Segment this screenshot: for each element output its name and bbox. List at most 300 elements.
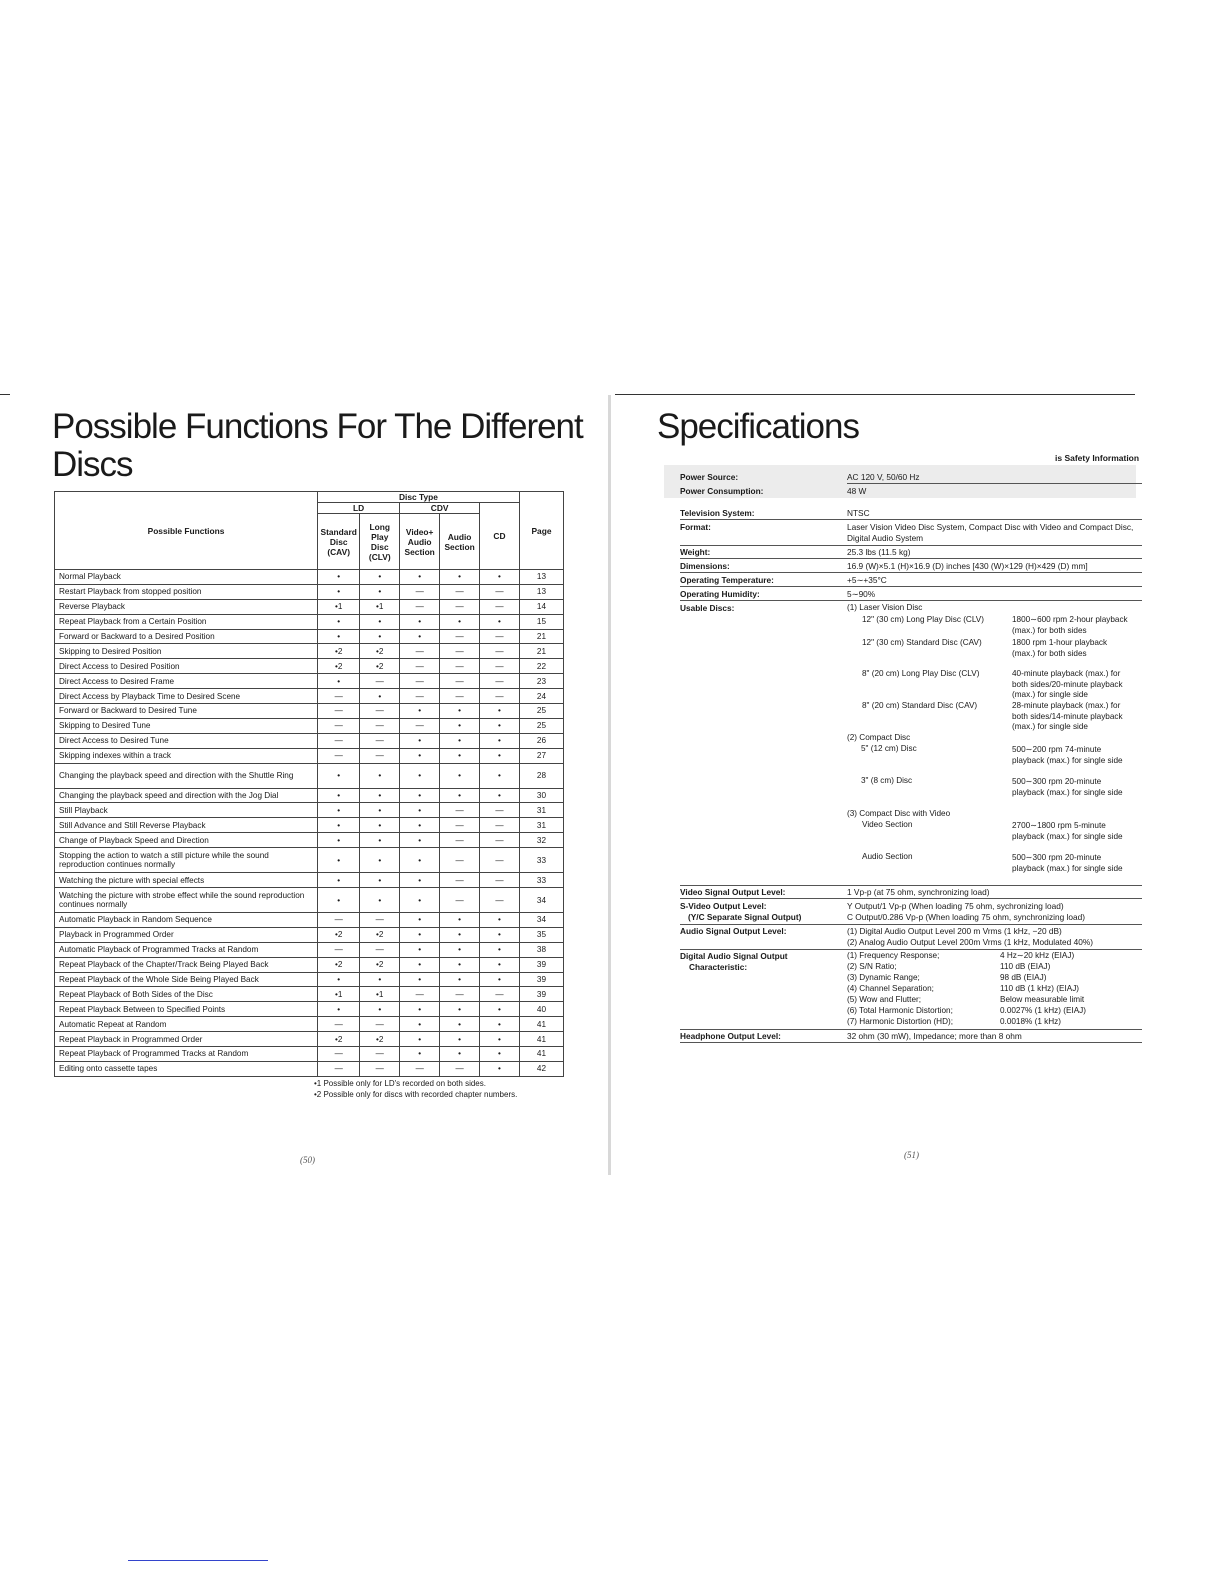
availability-mark: • — [360, 888, 400, 913]
table-row — [55, 599, 564, 614]
availability-mark: •2 — [360, 644, 400, 659]
function-name: Direct Access to Desired Position — [55, 659, 318, 674]
availability-mark: — — [360, 1061, 400, 1076]
availability-mark: • — [440, 1017, 480, 1032]
function-name: Playback in Programmed Order — [55, 927, 318, 942]
availability-mark: • — [318, 763, 360, 788]
rule — [680, 949, 1142, 950]
page-ref: 41 — [519, 1047, 563, 1062]
availability-mark: — — [318, 1061, 360, 1076]
function-name: Repeat Playback in Programmed Order — [55, 1032, 318, 1047]
function-name: Automatic Playback in Random Sequence — [55, 913, 318, 928]
availability-mark: — — [440, 629, 480, 644]
availability-mark: • — [480, 1017, 520, 1032]
availability-mark: — — [480, 873, 520, 888]
availability-mark: • — [360, 614, 400, 629]
availability-mark: • — [440, 718, 480, 733]
availability-mark: — — [400, 718, 440, 733]
spec-label-sub: Characteristic: — [689, 962, 748, 972]
page-ref: 22 — [519, 659, 563, 674]
function-name: Repeat Playback from a Certain Position — [55, 614, 318, 629]
availability-mark: — — [400, 644, 440, 659]
availability-mark: — — [440, 888, 480, 913]
disc-name: Video Section — [862, 820, 913, 829]
table-row — [55, 644, 564, 659]
availability-mark: • — [400, 942, 440, 957]
spec-label: Format: — [680, 522, 711, 532]
availability-mark: • — [360, 788, 400, 803]
availability-mark: • — [360, 689, 400, 704]
availability-mark: •2 — [318, 1032, 360, 1047]
table-row — [55, 1047, 564, 1062]
rule — [680, 924, 1142, 925]
disc-description: 28-minute playback (max.) for both sides/14-minute playback (max.) for single side — [1012, 701, 1123, 732]
availability-mark: •2 — [318, 957, 360, 972]
spec-value: 5∼90% — [847, 589, 876, 599]
availability-mark: • — [318, 833, 360, 848]
availability-mark: — — [360, 1047, 400, 1062]
availability-mark: — — [440, 803, 480, 818]
availability-mark: • — [440, 570, 480, 585]
availability-mark: • — [400, 1047, 440, 1062]
availability-mark: • — [440, 733, 480, 748]
disc-group-heading: (1) Laser Vision Disc — [847, 603, 923, 612]
availability-mark: — — [480, 629, 520, 644]
availability-mark: — — [360, 913, 400, 928]
availability-mark: — — [480, 659, 520, 674]
table-row — [55, 689, 564, 704]
availability-mark: — — [440, 833, 480, 848]
table-row — [55, 803, 564, 818]
characteristic-name: (6) Total Harmonic Distortion; — [847, 1006, 953, 1015]
footnote-1: •1 Possible only for LD's recorded on both sides. — [314, 1079, 486, 1088]
spec-value: (1) Digital Audio Output Level 200 m Vrms (1 kHz, −20 dB) — [847, 926, 1062, 936]
availability-mark: — — [400, 659, 440, 674]
availability-mark: — — [440, 674, 480, 689]
function-name: Repeat Playback of Programmed Tracks at Random — [55, 1047, 318, 1062]
availability-mark: • — [400, 957, 440, 972]
spec-value-2: C Output/0.286 Vp-p (When loading 75 ohm, synchronizing load) — [847, 912, 1085, 922]
function-name: Repeat Playback of Both Sides of the Disc — [55, 987, 318, 1002]
table-row — [55, 913, 564, 928]
table-row — [55, 1017, 564, 1032]
spec-label: Power Consumption: — [680, 486, 764, 496]
table-row — [55, 659, 564, 674]
availability-mark: • — [480, 972, 520, 987]
availability-mark: • — [440, 1032, 480, 1047]
availability-mark: • — [400, 570, 440, 585]
availability-mark: • — [400, 614, 440, 629]
function-name: Editing onto cassette tapes — [55, 1061, 318, 1076]
availability-mark: • — [400, 704, 440, 719]
spec-value: Laser Vision Video Disc System, Compact Disc with Video and Compact Disc, Digital Audio System — [847, 522, 1134, 543]
availability-mark: • — [360, 803, 400, 818]
availability-mark: • — [318, 629, 360, 644]
availability-mark: • — [440, 704, 480, 719]
availability-mark: • — [360, 818, 400, 833]
page-ref: 31 — [519, 803, 563, 818]
availability-mark: • — [480, 913, 520, 928]
characteristic-name: (3) Dynamic Range; — [847, 973, 920, 982]
table-row — [55, 733, 564, 748]
availability-mark: — — [360, 674, 400, 689]
availability-mark: • — [400, 629, 440, 644]
availability-mark: • — [318, 818, 360, 833]
availability-mark: — — [318, 718, 360, 733]
disc-group-heading: (3) Compact Disc with Video — [847, 809, 951, 818]
disc-description: 500∼200 rpm 74-minute playback (max.) for single side — [1012, 745, 1123, 765]
spec-label: Digital Audio Signal Output — [680, 951, 788, 961]
spec-label: Weight: — [680, 547, 711, 557]
spec-label: Audio Signal Output Level: — [680, 926, 787, 936]
table-row — [55, 704, 564, 719]
page-ref: 39 — [519, 972, 563, 987]
availability-mark: • — [400, 848, 440, 873]
page-ref: 27 — [519, 748, 563, 763]
page-number: (50) — [300, 1155, 315, 1165]
right-page — [612, 0, 1224, 1584]
availability-mark: • — [480, 942, 520, 957]
table-row — [55, 1061, 564, 1076]
availability-mark: — — [360, 1017, 400, 1032]
table-row — [55, 674, 564, 689]
characteristic-value: 4 Hz∼20 kHz (EIAJ) — [1000, 951, 1075, 960]
availability-mark: — — [440, 599, 480, 614]
function-name: Direct Access to Desired Tune — [55, 733, 318, 748]
rule — [680, 558, 1142, 559]
availability-mark: • — [480, 763, 520, 788]
characteristic-name: (1) Frequency Response; — [847, 951, 940, 960]
availability-mark: • — [400, 1002, 440, 1017]
availability-mark: — — [400, 1061, 440, 1076]
page-ref: 21 — [519, 629, 563, 644]
table-row — [55, 833, 564, 848]
availability-mark: — — [400, 987, 440, 1002]
characteristic-value: 0.0027% (1 kHz) (EIAJ) — [1000, 1006, 1086, 1015]
spec-label: Headphone Output Level: — [680, 1031, 781, 1041]
function-name: Repeat Playback of the Whole Side Being Played Back — [55, 972, 318, 987]
spec-value: AC 120 V, 50/60 Hz — [847, 472, 920, 482]
availability-mark: • — [400, 803, 440, 818]
disc-description: 500∼300 rpm 20-minute playback (max.) for single side — [1012, 777, 1123, 797]
disc-name: 3" (8 cm) Disc — [861, 776, 913, 785]
safety-info-note: is Safety Information — [1055, 453, 1140, 463]
function-name: Still Playback — [55, 803, 318, 818]
table-row — [55, 927, 564, 942]
availability-mark: • — [360, 1002, 400, 1017]
rule — [680, 885, 1142, 886]
availability-mark: • — [400, 833, 440, 848]
header-disc-type: Disc Type — [318, 492, 520, 503]
availability-mark: •2 — [360, 1032, 400, 1047]
page-ref: 23 — [519, 674, 563, 689]
page-ref: 28 — [519, 763, 563, 788]
availability-mark: • — [360, 833, 400, 848]
availability-mark: — — [480, 987, 520, 1002]
availability-mark: — — [440, 818, 480, 833]
disc-description: 40-minute playback (max.) for both sides/20-minute playback (max.) for single side — [1012, 669, 1123, 700]
characteristic-value: 110 dB (1 kHz) (EIAJ) — [1000, 984, 1080, 993]
availability-mark: — — [440, 848, 480, 873]
header-video-audio-section: Video+ Audio Section — [400, 514, 440, 570]
page-ref: 26 — [519, 733, 563, 748]
availability-mark: • — [480, 957, 520, 972]
page-ref: 42 — [519, 1061, 563, 1076]
disc-name: 5" (12 cm) Disc — [861, 744, 917, 753]
header-standard-disc: Standard Disc (CAV) — [318, 514, 360, 570]
availability-mark: — — [480, 888, 520, 913]
availability-mark: • — [480, 718, 520, 733]
availability-mark: — — [480, 584, 520, 599]
availability-mark: — — [400, 584, 440, 599]
availability-mark: • — [318, 848, 360, 873]
availability-mark: • — [318, 1002, 360, 1017]
availability-mark: — — [360, 942, 400, 957]
footnote-2: •2 Possible only for discs with recorded chapter numbers. — [314, 1090, 518, 1099]
function-name: Repeat Playback of the Chapter/Track Being Played Back — [55, 957, 318, 972]
header-ld: LD — [318, 503, 400, 514]
availability-mark: • — [318, 873, 360, 888]
page-ref: 25 — [519, 718, 563, 733]
availability-mark: • — [440, 942, 480, 957]
availability-mark: •2 — [360, 927, 400, 942]
availability-mark: • — [360, 570, 400, 585]
availability-mark: • — [360, 873, 400, 888]
page-ref: 39 — [519, 987, 563, 1002]
availability-mark: •1 — [360, 987, 400, 1002]
availability-mark: — — [318, 733, 360, 748]
page-number: (51) — [904, 1150, 919, 1160]
function-name: Watching the picture with strobe effect while the sound reproduction continues normally — [55, 888, 318, 913]
availability-mark: — — [480, 803, 520, 818]
characteristic-value: Below measurable limit — [1000, 995, 1085, 1004]
availability-mark: — — [480, 599, 520, 614]
rule — [680, 545, 1142, 546]
rule — [680, 519, 1142, 520]
page-ref: 39 — [519, 957, 563, 972]
availability-mark: •1 — [318, 599, 360, 614]
availability-mark: • — [318, 570, 360, 585]
availability-mark: • — [480, 704, 520, 719]
availability-mark: • — [480, 1047, 520, 1062]
spec-value: 25.3 lbs (11.5 kg) — [847, 547, 911, 557]
availability-mark: • — [400, 913, 440, 928]
characteristic-name: (7) Harmonic Distortion (HD); — [847, 1017, 953, 1026]
spec-label: Video Signal Output Level: — [680, 887, 786, 897]
availability-mark: • — [400, 818, 440, 833]
disc-description: 500∼300 rpm 20-minute playback (max.) for single side — [1012, 853, 1123, 873]
table-row — [55, 987, 564, 1002]
spec-value: Y Output/1 Vp-p (When loading 75 ohm, sychronizing load) — [847, 901, 1064, 911]
availability-mark: • — [318, 614, 360, 629]
function-name: Changing the playback speed and direction with the Shuttle Ring — [55, 763, 318, 788]
page-ref: 33 — [519, 873, 563, 888]
header-page: Page — [519, 492, 563, 570]
table-row — [55, 848, 564, 873]
function-name: Reverse Playback — [55, 599, 318, 614]
table-row — [55, 818, 564, 833]
table-row — [55, 763, 564, 788]
availability-mark: • — [360, 584, 400, 599]
function-name: Restart Playback from stopped position — [55, 584, 318, 599]
table-row — [55, 942, 564, 957]
spec-value: NTSC — [847, 508, 870, 518]
table-row — [55, 584, 564, 599]
availability-mark: — — [400, 674, 440, 689]
function-name: Forward or Backward to Desired Tune — [55, 704, 318, 719]
availability-mark: • — [400, 763, 440, 788]
availability-mark: • — [440, 1002, 480, 1017]
availability-mark: • — [360, 763, 400, 788]
availability-mark: •2 — [318, 659, 360, 674]
functions-table — [54, 491, 564, 1077]
availability-mark: • — [440, 748, 480, 763]
function-name: Skipping to Desired Tune — [55, 718, 318, 733]
spec-label: Operating Temperature: — [680, 575, 774, 585]
availability-mark: • — [480, 614, 520, 629]
table-row — [55, 1032, 564, 1047]
page-ref: 33 — [519, 848, 563, 873]
availability-mark: — — [400, 689, 440, 704]
availability-mark: • — [440, 788, 480, 803]
availability-mark: — — [440, 987, 480, 1002]
rule — [680, 586, 1142, 587]
availability-mark: • — [400, 748, 440, 763]
bottom-link-line — [128, 1560, 268, 1561]
table-row — [55, 888, 564, 913]
availability-mark: • — [318, 674, 360, 689]
disc-name: 8" (20 cm) Standard Disc (CAV) — [862, 701, 978, 710]
disc-group-heading: (2) Compact Disc — [847, 733, 911, 742]
spec-value: 16.9 (W)×5.1 (H)×16.9 (D) inches [430 (W)×129 (H)×429 (D) mm] — [847, 561, 1088, 571]
disc-name: 12" (30 cm) Long Play Disc (CLV) — [862, 615, 984, 624]
function-name: Skipping indexes within a track — [55, 748, 318, 763]
availability-mark: •2 — [318, 927, 360, 942]
header-cdv: CDV — [400, 503, 480, 514]
table-row — [55, 614, 564, 629]
availability-mark: • — [400, 873, 440, 888]
spec-label-sub: (Y/C Separate Signal Output) — [688, 912, 802, 922]
availability-mark: • — [480, 733, 520, 748]
availability-mark: — — [318, 704, 360, 719]
spec-label: Usable Discs: — [680, 603, 735, 613]
table-row — [55, 1002, 564, 1017]
availability-mark: — — [360, 748, 400, 763]
page-ref: 32 — [519, 833, 563, 848]
spec-value: 48 W — [847, 486, 867, 496]
disc-description: 2700∼1800 rpm 5-minute playback (max.) for single side — [1012, 821, 1123, 841]
availability-mark: • — [440, 927, 480, 942]
page-ref: 13 — [519, 570, 563, 585]
characteristic-name: (2) S/N Ratio; — [847, 962, 897, 971]
disc-name: 8" (20 cm) Long Play Disc (CLV) — [862, 669, 980, 678]
page-ref: 34 — [519, 913, 563, 928]
page-ref: 35 — [519, 927, 563, 942]
rule — [680, 1042, 1142, 1043]
availability-mark: — — [360, 733, 400, 748]
table-row — [55, 972, 564, 987]
availability-mark: • — [400, 888, 440, 913]
spec-label: Power Source: — [680, 472, 739, 482]
availability-mark: • — [440, 614, 480, 629]
availability-mark: — — [480, 818, 520, 833]
availability-mark: • — [400, 788, 440, 803]
function-name: Watching the picture with special effects — [55, 873, 318, 888]
availability-mark: • — [318, 803, 360, 818]
characteristic-value: 0.0018% (1 kHz) — [1000, 1017, 1061, 1026]
function-name: Direct Access to Desired Frame — [55, 674, 318, 689]
characteristic-value: 110 dB (EIAJ) — [1000, 962, 1051, 971]
availability-mark: • — [440, 972, 480, 987]
availability-mark: — — [440, 689, 480, 704]
function-name: Forward or Backward to a Desired Position — [55, 629, 318, 644]
availability-mark: — — [440, 659, 480, 674]
availability-mark: • — [480, 1061, 520, 1076]
availability-mark: — — [440, 873, 480, 888]
page-ref: 34 — [519, 888, 563, 913]
availability-mark: — — [318, 942, 360, 957]
page-ref: 41 — [519, 1032, 563, 1047]
availability-mark: • — [400, 927, 440, 942]
header-cd: CD — [480, 503, 520, 570]
page-ref: 31 — [519, 818, 563, 833]
characteristic-name: (5) Wow and Flutter; — [847, 995, 922, 1004]
footnotes — [314, 1078, 517, 1100]
availability-mark: — — [360, 704, 400, 719]
availability-mark: — — [318, 1017, 360, 1032]
function-name: Normal Playback — [55, 570, 318, 585]
spec-value: +5∼+35°C — [847, 575, 887, 585]
page-ref: 38 — [519, 942, 563, 957]
table-row — [55, 748, 564, 763]
availability-mark: • — [480, 1002, 520, 1017]
table-row — [55, 570, 564, 585]
availability-mark: — — [400, 599, 440, 614]
availability-mark: — — [360, 718, 400, 733]
rule — [680, 600, 1142, 601]
availability-mark: — — [318, 689, 360, 704]
page-ref: 21 — [519, 644, 563, 659]
table-row — [55, 788, 564, 803]
function-name: Direct Access by Playback Time to Desired Scene — [55, 689, 318, 704]
page-ref: 30 — [519, 788, 563, 803]
availability-mark: — — [318, 1047, 360, 1062]
function-name: Stopping the action to watch a still picture while the sound reproduction continues normally — [55, 848, 318, 873]
availability-mark: •1 — [318, 987, 360, 1002]
header-audio-section: Audio Section — [440, 514, 480, 570]
spec-label: S-Video Output Level: — [680, 901, 767, 911]
availability-mark: • — [440, 763, 480, 788]
availability-mark: • — [318, 584, 360, 599]
availability-mark: •2 — [360, 957, 400, 972]
availability-mark: • — [318, 788, 360, 803]
availability-mark: • — [360, 629, 400, 644]
availability-mark: — — [480, 689, 520, 704]
spec-label: Dimensions: — [680, 561, 730, 571]
header-possible-functions: Possible Functions — [55, 492, 318, 570]
table-row — [55, 957, 564, 972]
spec-value: 1 Vp-p (at 75 ohm, synchronizing load) — [847, 887, 990, 897]
availability-mark: — — [440, 1061, 480, 1076]
disc-name: 12" (30 cm) Standard Disc (CAV) — [862, 638, 982, 647]
availability-mark: • — [400, 733, 440, 748]
page-title: Specifications — [657, 407, 859, 446]
function-name: Repeat Playback Between to Specified Points — [55, 1002, 318, 1017]
availability-mark: • — [400, 972, 440, 987]
table-row — [55, 873, 564, 888]
table-row — [55, 718, 564, 733]
availability-mark: • — [400, 1032, 440, 1047]
